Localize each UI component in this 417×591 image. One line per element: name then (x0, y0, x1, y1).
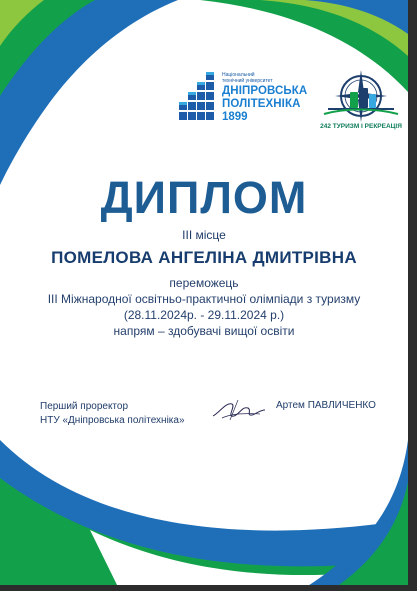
logo-name-line1: ДНІПРОВСЬКА (222, 85, 308, 97)
logo-year: 1899 (222, 111, 248, 123)
university-logo (178, 70, 308, 126)
handwritten-signature (210, 396, 268, 422)
award-line-3: (28.11.2024р. - 29.11.2024 р.) (123, 308, 285, 322)
viewer-frame-right (408, 0, 417, 591)
logo-name-line2: ПОЛІТЕХНІКА (222, 98, 301, 110)
diploma-title: ДИПЛОМ (100, 172, 308, 223)
logo-small-text: Національний технічний університет (222, 72, 273, 84)
place-text: ІІІ місце (182, 228, 226, 242)
signatory-position-line2: НТУ «Дніпровська політехніка» (40, 415, 185, 426)
signatory-name: Артем ПАВЛИЧЕНКО (276, 400, 376, 411)
logo-blocks-icon (178, 70, 220, 126)
compass-luggage-icon (320, 70, 402, 124)
signatory-position-line1: Перший проректор (40, 401, 129, 412)
award-line-2: ІІІ Міжнародної освітньо-практичної олімпіади з туризму (47, 292, 361, 306)
emblem-caption: 242 ТУРИЗМ І РЕКРЕАЦІЯ (320, 123, 402, 130)
award-line-1: переможець (169, 276, 239, 290)
viewer-frame-bottom (0, 585, 417, 591)
award-line-4: напрям – здобувачі вищої освіти (113, 324, 295, 338)
signatory-position (40, 400, 185, 428)
recipient-name: ПОМЕЛОВА АНГЕЛІНА ДМИТРІВНА (51, 248, 357, 267)
tourism-emblem (320, 70, 402, 136)
